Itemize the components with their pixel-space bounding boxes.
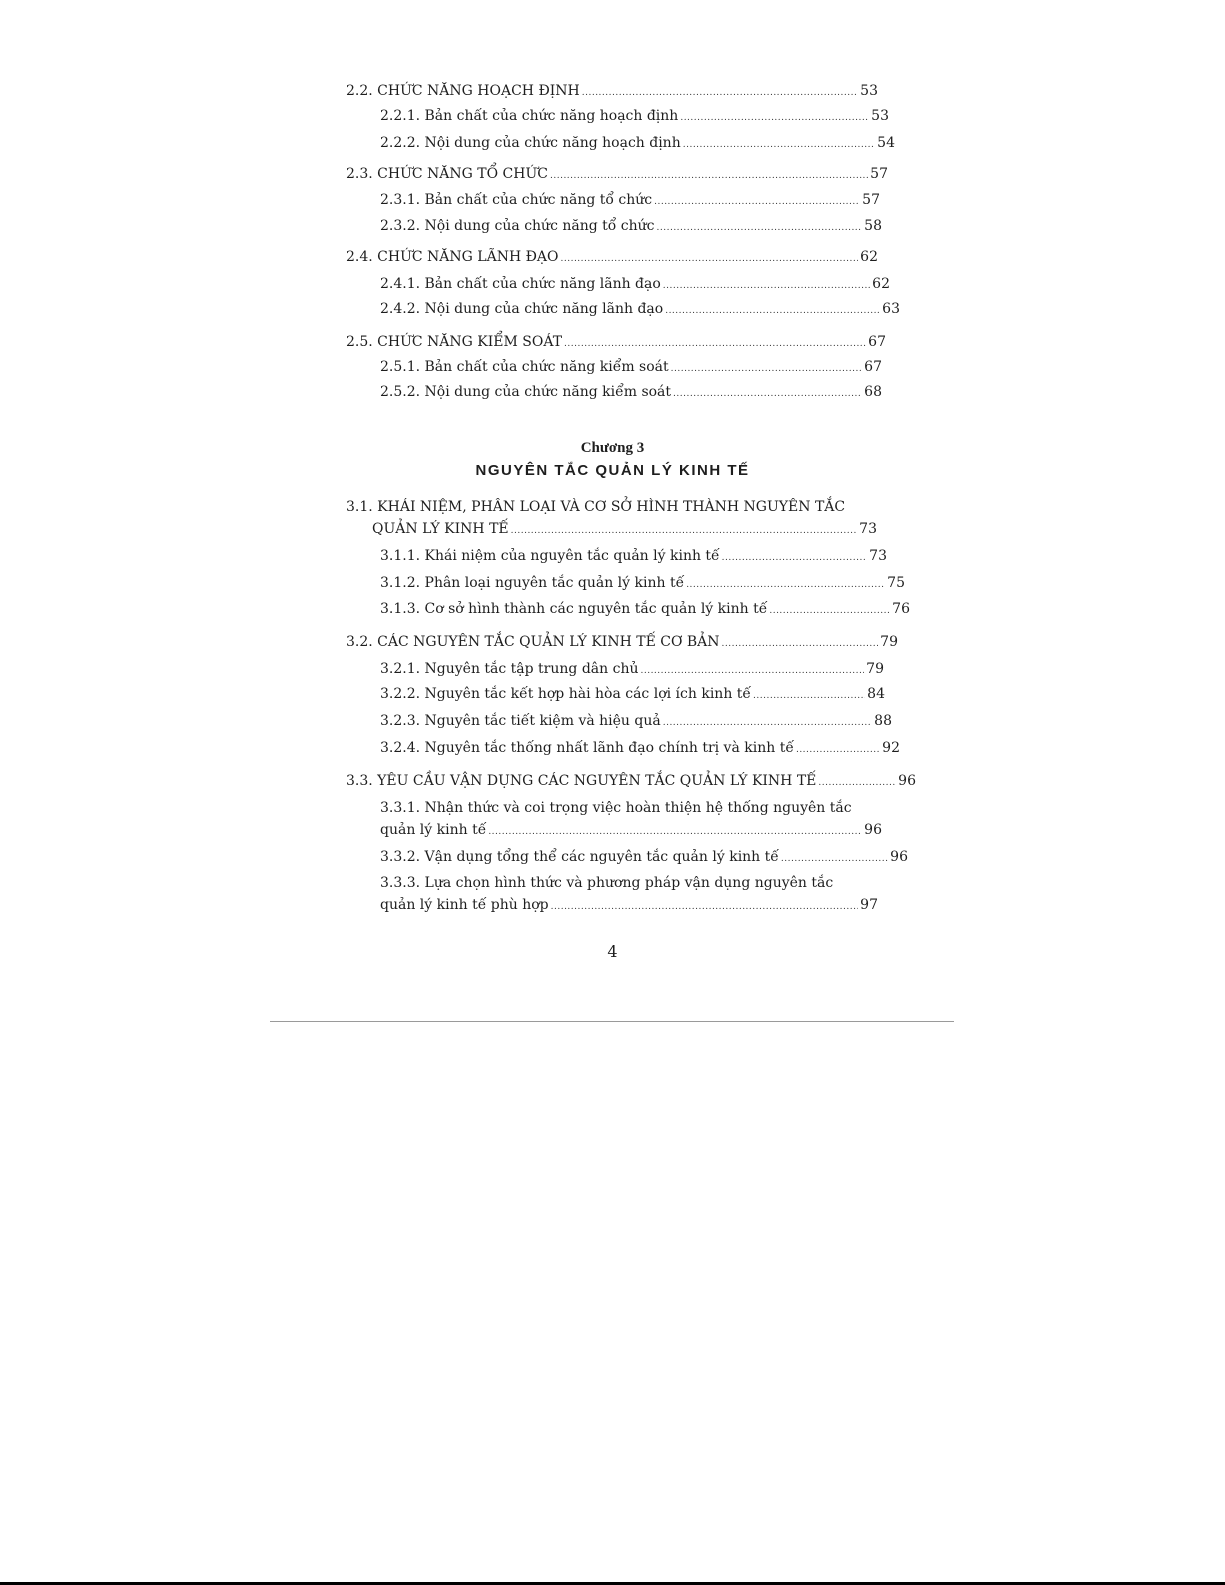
toc-entry-title: 2.4.1. Bản chất của chức năng lãnh đạo (380, 276, 661, 292)
toc-entry-title: 3.2.4. Nguyên tắc thống nhất lãnh đạo chính trị và kinh tế (380, 740, 794, 756)
leader-dots (582, 84, 858, 102)
leader-dots (722, 549, 868, 567)
leader-dots (640, 662, 864, 680)
toc-entry-title: 2.5. CHỨC NĂNG KIỂM SOÁT (346, 334, 563, 350)
toc-entry-title: 3.2.2. Nguyên tắc kết hợp hài hòa các lợi ích kinh tế (380, 686, 752, 702)
chapter-title: NGUYÊN TẮC QUẢN LÝ KINH TẾ (475, 462, 750, 479)
toc-entry-page: 62 (860, 249, 878, 265)
toc-entry-title: 2.4.2. Nội dung của chức năng lãnh đạo (380, 301, 664, 317)
toc-entry-page: 73 (869, 548, 887, 564)
leader-dots (564, 335, 866, 353)
toc-entry-title: 3.1. KHÁI NIỆM, PHÂN LOẠI VÀ CƠ SỞ HÌNH THÀNH NGUYÊN TẮC (346, 499, 846, 515)
toc-entry (380, 107, 889, 127)
leader-dots (818, 774, 896, 792)
toc-entry (380, 217, 882, 237)
leader-dots (683, 136, 875, 154)
toc-entry (380, 191, 880, 211)
toc-entry-page: 88 (874, 713, 892, 729)
toc-entry-title: 2.3.2. Nội dung của chức năng tổ chức (380, 218, 655, 234)
toc-entry-title: quản lý kinh tế (380, 822, 487, 838)
toc-entry-title: 2.5.2. Nội dung của chức năng kiểm soát (380, 384, 672, 400)
toc-entry-title: 3.2. CÁC NGUYÊN TẮC QUẢN LÝ KINH TẾ CƠ BẢN (346, 634, 720, 650)
toc-entry-page: 57 (870, 166, 888, 182)
leader-dots (769, 602, 890, 620)
toc-entry-title: 3.2.1. Nguyên tắc tập trung dân chủ (380, 661, 639, 677)
toc-entry-page: 67 (868, 334, 886, 350)
toc-entry-page: 75 (887, 575, 905, 591)
toc-entry (372, 520, 877, 540)
toc-entry-title: 3.3.2. Vận dụng tổng thể các nguyên tắc quản lý kinh tế (380, 849, 779, 865)
leader-dots (665, 302, 880, 320)
toc-entry-page: 84 (867, 686, 885, 702)
leader-dots (654, 193, 860, 211)
toc-entry-title: 2.2. CHỨC NĂNG HOẠCH ĐỊNH (346, 83, 580, 99)
toc-entry-title: 3.1.2. Phân loại nguyên tắc quản lý kinh tế (380, 575, 685, 591)
toc-entry-title: 2.3.1. Bản chất của chức năng tổ chức (380, 192, 653, 208)
toc-entry (346, 82, 878, 102)
chapter-label: Chương 3 (580, 440, 645, 456)
leader-dots (488, 823, 862, 841)
toc-entry-page: 97 (860, 897, 878, 913)
leader-dots (671, 360, 863, 378)
toc-entry (380, 660, 884, 680)
leader-dots (663, 277, 870, 295)
toc-entry (380, 896, 878, 916)
leader-dots (796, 741, 880, 759)
toc-entry-page: 92 (882, 740, 900, 756)
toc-entry-page: 79 (866, 661, 884, 677)
leader-dots (781, 850, 888, 868)
toc-entry (380, 358, 882, 378)
toc-entry-title: 2.3. CHỨC NĂNG TỔ CHỨC (346, 166, 548, 182)
toc-entry (346, 165, 888, 185)
leader-dots (680, 109, 869, 127)
toc-entry-title: 3.3.1. Nhận thức và coi trọng việc hoàn thiện hệ thống nguyên tắc (380, 800, 852, 816)
toc-entry-page: 68 (864, 384, 882, 400)
toc-entry (380, 712, 892, 732)
toc-entry-page: 63 (882, 301, 900, 317)
toc-entry-page: 73 (859, 521, 877, 537)
leader-dots (511, 522, 858, 540)
toc-entry-title: 2.2.1. Bản chất của chức năng hoạch định (380, 108, 679, 124)
toc-entry-page: 53 (871, 108, 889, 124)
page-divider (270, 1021, 954, 1022)
toc-entry-page: 57 (862, 192, 880, 208)
toc-entry-title: 3.3.3. Lựa chọn hình thức và phương pháp vận dụng nguyên tắc (380, 875, 834, 891)
toc-entry-page: 62 (872, 276, 890, 292)
toc-entry-title: 3.3. YÊU CẦU VẬN DỤNG CÁC NGUYÊN TẮC QUẢN LÝ KINH TẾ (346, 773, 817, 789)
toc-entry (380, 874, 890, 892)
toc-entry-title: quản lý kinh tế phù hợp (380, 897, 549, 913)
leader-dots (663, 714, 872, 732)
toc-entry-title: 2.5.1. Bản chất của chức năng kiểm soát (380, 359, 669, 375)
toc-entry-title: 2.2.2. Nội dung của chức năng hoạch định (380, 135, 681, 151)
toc-entry-page: 67 (864, 359, 882, 375)
toc-entry (346, 772, 916, 792)
leader-dots (753, 687, 865, 705)
toc-entry (380, 799, 890, 817)
toc-entry (346, 498, 906, 516)
leader-dots (686, 576, 885, 594)
toc-entry (346, 333, 886, 353)
toc-entry (380, 547, 887, 567)
toc-entry-page: 53 (860, 83, 878, 99)
toc-entry (380, 300, 900, 320)
toc-entry-page: 96 (864, 822, 882, 838)
toc-entry-page: 79 (880, 634, 898, 650)
toc-entry-page: 58 (864, 218, 882, 234)
toc-entry (380, 275, 890, 295)
toc-entry-page: 96 (898, 773, 916, 789)
leader-dots (722, 635, 879, 653)
toc-entry-title: 3.2.3. Nguyên tắc tiết kiệm và hiệu quả (380, 713, 661, 729)
toc-entry-page: 54 (877, 135, 895, 151)
toc-entry-title: 2.4. CHỨC NĂNG LÃNH ĐẠO (346, 249, 559, 265)
toc-entry (346, 248, 878, 268)
toc-entry (380, 574, 905, 594)
toc-entry-title: 3.1.1. Khái niệm của nguyên tắc quản lý kinh tế (380, 548, 720, 564)
toc-entry (380, 821, 882, 841)
leader-dots (561, 250, 859, 268)
leader-dots (550, 167, 868, 185)
leader-dots (551, 898, 859, 916)
toc-entry (380, 600, 910, 620)
toc-entry (380, 383, 882, 403)
leader-dots (657, 219, 863, 237)
toc-entry (380, 739, 900, 759)
toc-entry-title: 3.1.3. Cơ sở hình thành các nguyên tắc quản lý kinh tế (380, 601, 768, 617)
toc-entry-page: 96 (890, 849, 908, 865)
toc-entry (346, 633, 898, 653)
leader-dots (673, 385, 862, 403)
toc-entry-page: 76 (892, 601, 910, 617)
toc-entry (380, 685, 885, 705)
page-number: 4 (607, 942, 618, 961)
toc-entry (380, 848, 908, 868)
toc-entry-title: QUẢN LÝ KINH TẾ (372, 521, 509, 537)
toc-entry (380, 134, 895, 154)
